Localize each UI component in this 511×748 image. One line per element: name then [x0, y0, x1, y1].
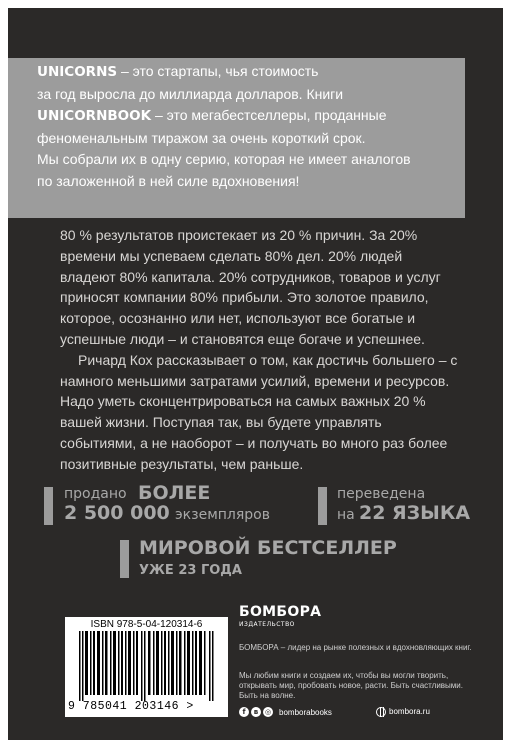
publisher-subtitle: ИЗДАТЕЛЬСТВО: [239, 621, 295, 628]
stat-bar-sold: [44, 487, 53, 525]
social-handle[interactable]: bomborabooks: [279, 707, 332, 717]
globe-icon: [376, 707, 386, 717]
publisher-tagline: БОМБОРА – лидер на рынке полезных и вдохновляющих книг.: [239, 643, 472, 652]
facebook-icon[interactable]: f: [239, 707, 249, 717]
vk-icon[interactable]: в: [251, 707, 261, 717]
publisher-logo: БОМБОРА: [239, 604, 322, 620]
unicorns-label: UNICORNS: [37, 64, 118, 80]
barcode-icon: [79, 631, 215, 701]
description-text: [60, 225, 460, 475]
barcode: [65, 617, 228, 717]
website-link[interactable]: bombora.ru: [389, 707, 430, 716]
paragraph-2: Ричард Кох рассказывает о том, как достичь большего – с намного меньшими затратами усилий, времени и ресурсов. Надо уметь сконцентрироваться на самых важных 20 % вашей жизни. Поступая так, вы будете управлять событиями, а не наоборот – и получать во много раз более позитивные результаты, чем раньше.: [60, 351, 458, 472]
publisher-description: Мы любим книги и создаем их, чтобы вы могли творить, открывать мир, пробовать новое, расти. Быть счастливыми. Быть на волне.: [239, 671, 463, 700]
instagram-icon[interactable]: ◎: [264, 708, 272, 716]
unicornbook-label: UNICORNBOOK: [37, 108, 152, 125]
isbn-text: ISBN 978-5-04-120314-6: [90, 619, 203, 630]
stat-bar-translated: [318, 487, 327, 525]
barcode-digits: 9 785041 203146 >: [68, 700, 194, 713]
intro-text: UNICORNS – это стартапы, чья стоимость за год выросла до миллиарда долларов. Книги UNICORNBOOK – это мегабестселлеры, проданные феноменальным тиражом за очень короткий срок. Мы собрали их в одну серию, которая не имеет аналогов по заложенной в ней силе вдохновения!: [37, 63, 411, 189]
social-links: [239, 706, 332, 718]
paragraph-1: 80 % результатов проистекает из 20 % причин. За 20% времени мы успеваем сделать 80% дел. 20% людей владеют 80% капитала. 20% сотрудников, товаров и услуг приносят компании 80% прибыли. Это золотое правило, которое, осознанно или нет, используют все богатые и успешные люди – и становятся еще богаче и успешнее.: [60, 227, 441, 347]
stat-bar-bestseller: [120, 540, 129, 578]
